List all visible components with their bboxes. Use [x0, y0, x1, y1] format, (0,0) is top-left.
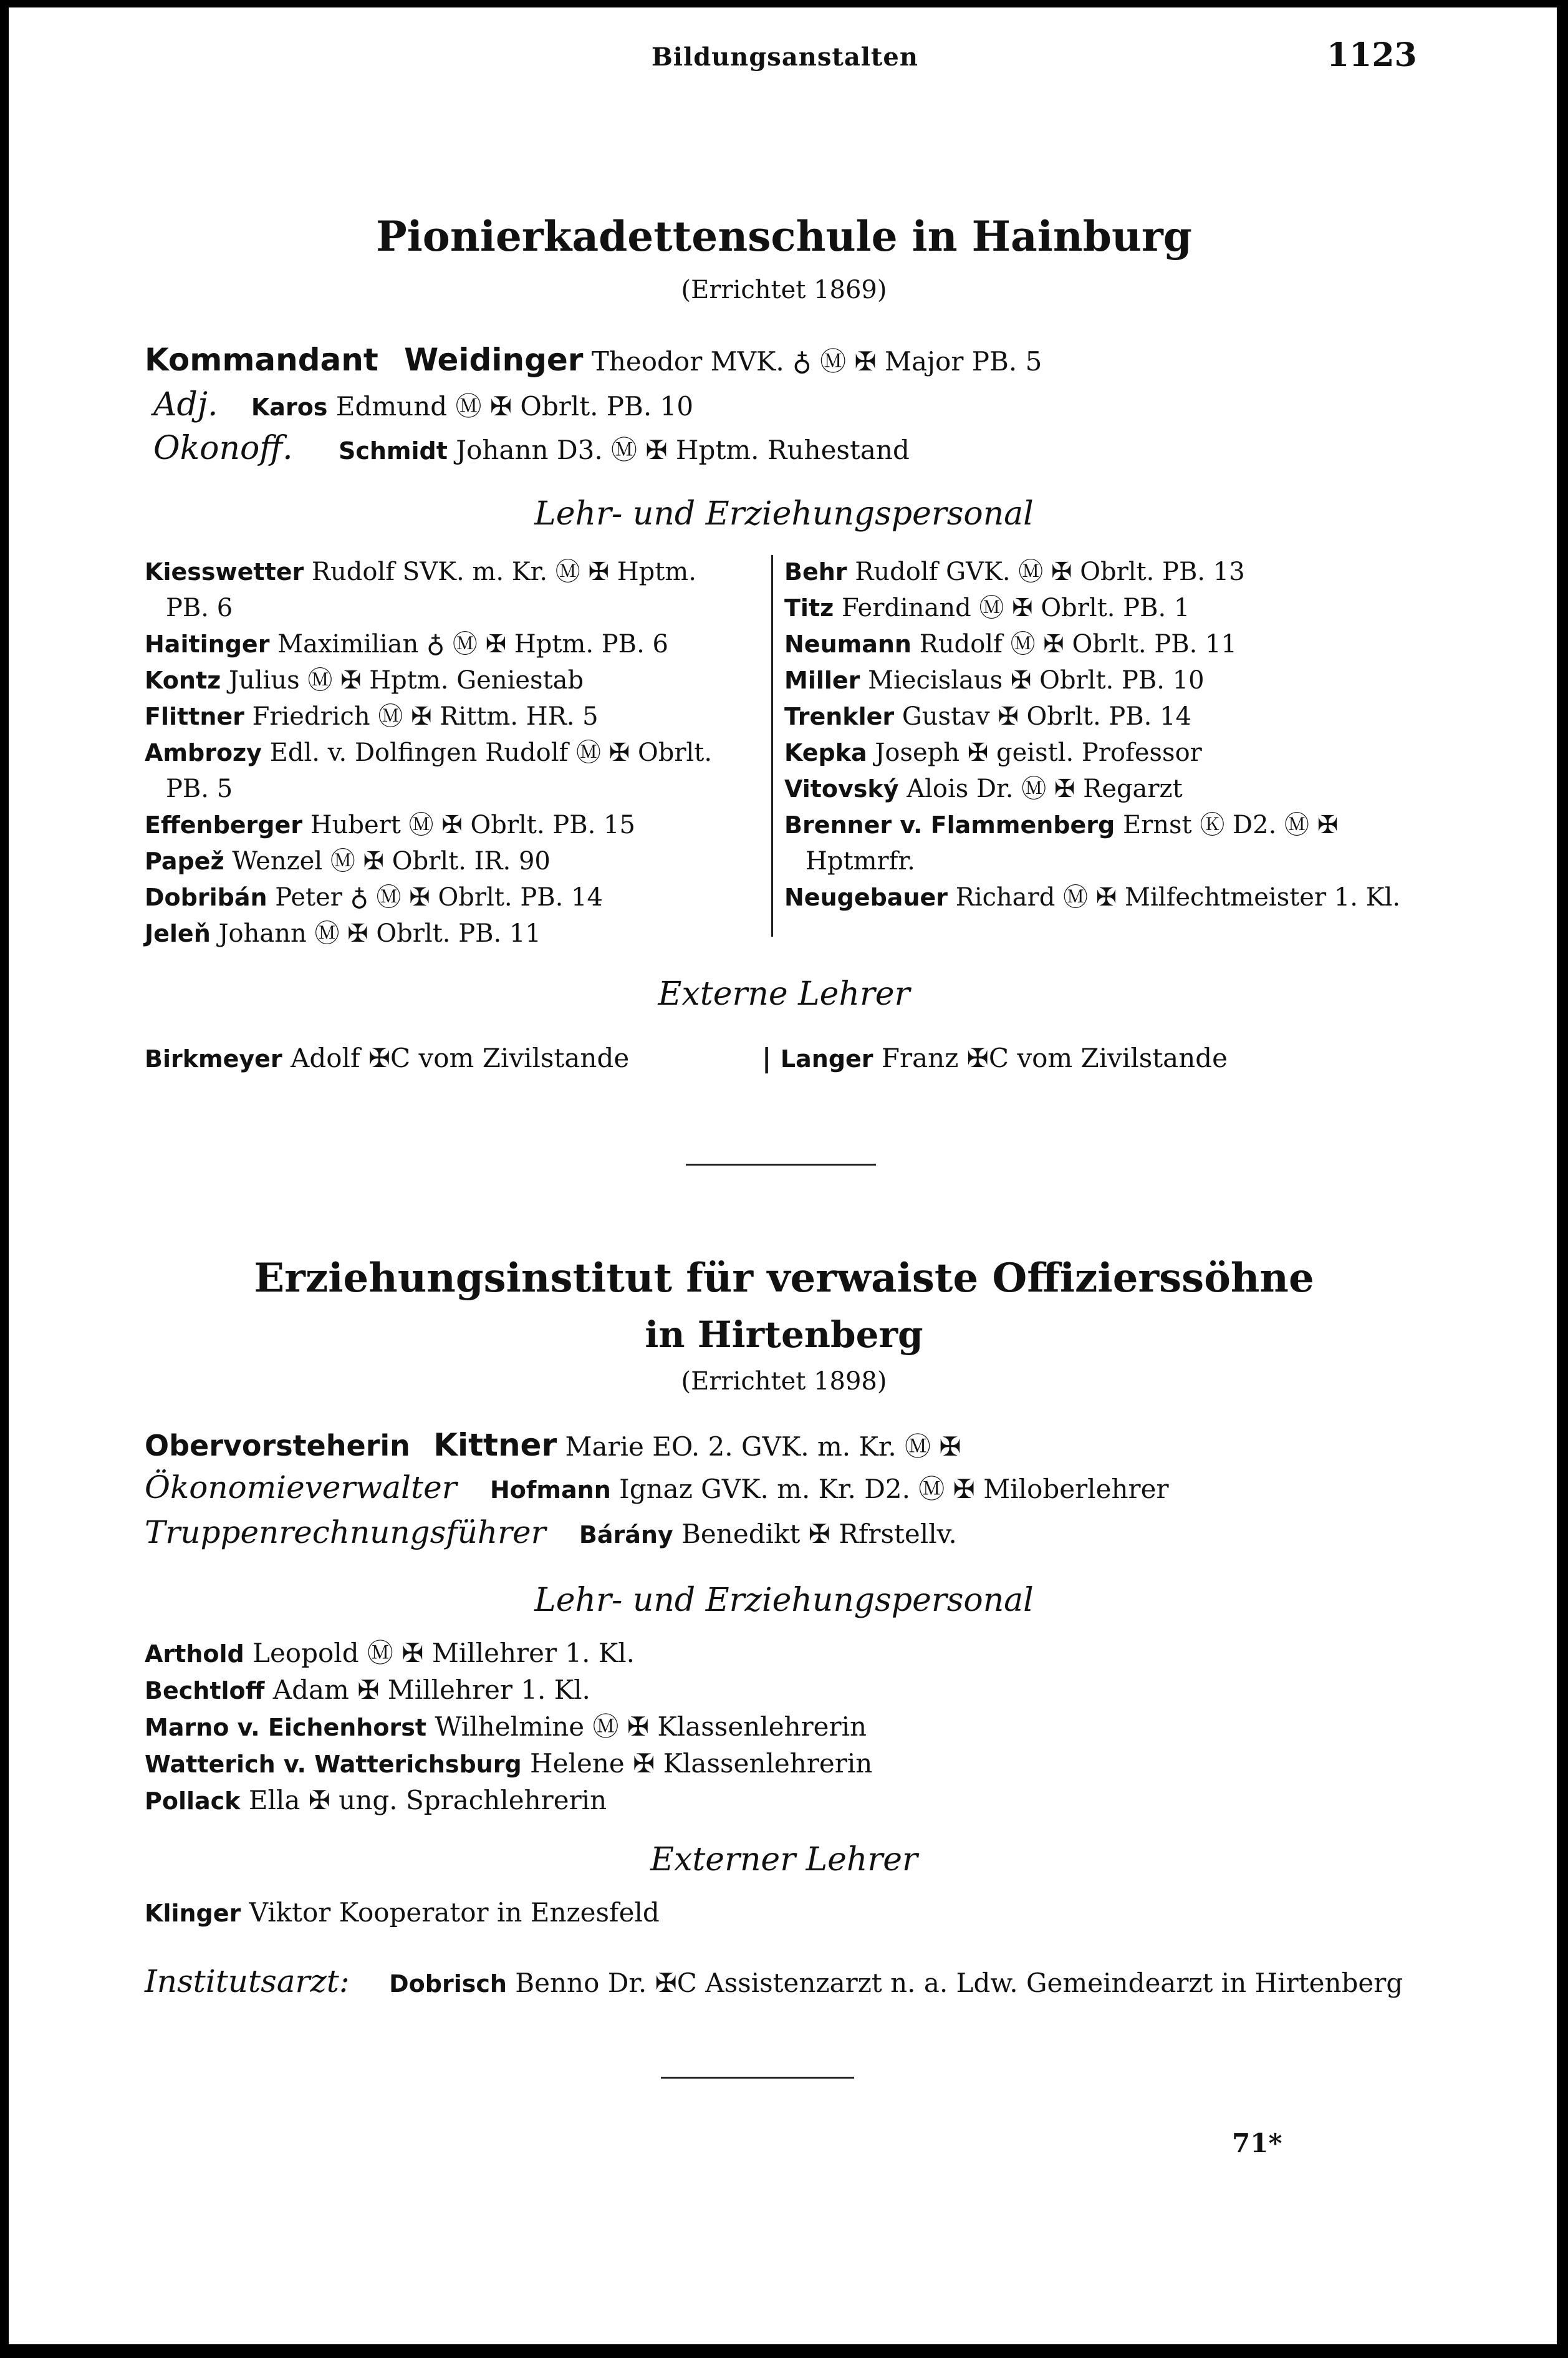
staff-entry: Papež Wenzel Ⓜ ✠ Obrlt. IR. 90	[145, 847, 551, 876]
staff-entry: Brenner v. Flammenberg Ernst Ⓚ D2. Ⓜ ✠	[784, 811, 1339, 839]
section1-title: Pionierkadettenschule in Hainburg	[376, 212, 1192, 261]
adjutant-line	[153, 387, 693, 425]
staff-entry: Marno v. Eichenhorst Wilhelmine Ⓜ ✠ Klassenlehrerin	[145, 1711, 867, 1742]
section2-staff-list	[145, 1635, 872, 1819]
commandant-line	[145, 342, 1042, 380]
section1-founded: (Errichtet 1869)	[681, 276, 887, 304]
okonom-line	[153, 430, 910, 469]
director-line	[145, 1427, 961, 1465]
footer-separator	[661, 2077, 854, 2079]
staff-entry: Kepka Joseph ✠ geistl. Professor	[784, 738, 1202, 767]
staff-entry: Pollack Ella ✠ ung. Sprachlehrerin	[145, 1785, 607, 1815]
director-role: Obervorsteherin	[145, 1429, 410, 1462]
adjutant-details: Edmund Ⓜ ✠ Obrlt. PB. 10	[335, 391, 694, 422]
staff-entry: Dobribán Peter ♁ Ⓜ ✠ Obrlt. PB. 14	[145, 883, 603, 912]
institute-doctor-line	[145, 1963, 1403, 2002]
staff-entry: Kiesswetter Rudolf SVK. m. Kr. Ⓜ ✠ Hptm.	[145, 558, 696, 586]
staff-entry: Ambrozy Edl. v. Dolfingen Rudolf Ⓜ ✠ Obrlt.	[145, 738, 713, 767]
staff-left-column	[145, 554, 768, 952]
adjutant-role: Adj.	[153, 386, 218, 423]
page-number: 1123	[1327, 36, 1417, 74]
okonom-details: Johann D3. Ⓜ ✠ Hptm. Ruhestand	[456, 435, 910, 465]
accountant-line	[145, 1514, 957, 1553]
staff-entry: Vitovský Alois Dr. Ⓜ ✠ Regarzt	[784, 775, 1183, 803]
external-teacher-right: | Langer Franz ✠C vom Zivilstande	[762, 1043, 1228, 1073]
staff-entry: Titz Ferdinand Ⓜ ✠ Obrlt. PB. 1	[784, 594, 1190, 622]
scan-edge-right	[1557, 0, 1568, 2358]
doctor-name: Dobrisch	[389, 1970, 507, 1998]
section2-staff-heading: Lehr- und Erziehungspersonal	[534, 1582, 1034, 1619]
signature-mark: 71*	[1232, 2128, 1282, 2158]
staff-entry-continuation: PB. 6	[166, 594, 233, 622]
staff-right-column	[784, 554, 1433, 916]
staff-entry: Bechtloff Adam ✠ Millehrer 1. Kl.	[145, 1674, 590, 1705]
column-divider	[771, 555, 773, 937]
staff-entry: Neugebauer Richard Ⓜ ✠ Milfechtmeister 1. Kl.	[784, 883, 1401, 912]
section-separator	[686, 1164, 876, 1166]
econ-manager-details: Ignaz GVK. m. Kr. D2. Ⓜ ✠ Miloberlehrer	[619, 1474, 1169, 1504]
econ-manager-role: Ökonomieverwalter	[145, 1469, 457, 1505]
staff-entry: Effenberger Hubert Ⓜ ✠ Obrlt. PB. 15	[145, 811, 635, 839]
section2-external-heading: Externer Lehrer	[650, 1841, 918, 1878]
adjutant-name: Karos	[251, 394, 328, 421]
staff-entry: Trenkler Gustav ✠ Obrlt. PB. 14	[784, 702, 1192, 731]
staff-entry: Behr Rudolf GVK. Ⓜ ✠ Obrlt. PB. 13	[784, 558, 1245, 586]
scan-edge-left	[0, 0, 9, 2358]
scan-edge-bottom	[0, 2344, 1568, 2358]
staff-entry: Arthold Leopold Ⓜ ✠ Millehrer 1. Kl.	[145, 1638, 635, 1668]
commandant-name: Weidinger	[404, 342, 584, 378]
section2-founded: (Errichtet 1898)	[681, 1367, 887, 1396]
commandant-role: Kommandant	[145, 342, 378, 378]
econ-manager-name: Hofmann	[489, 1476, 611, 1504]
section2-title: Erziehungsinstitut für verwaiste Offizierssöhne	[254, 1255, 1314, 1302]
econ-manager-line	[145, 1469, 1169, 1508]
running-head: Bildungsanstalten	[652, 42, 918, 72]
okonom-name: Schmidt	[338, 437, 448, 465]
commandant-details: Theodor MVK. ♁ Ⓜ ✠ Major PB. 5	[591, 346, 1042, 377]
section1-staff-heading: Lehr- und Erziehungspersonal	[534, 495, 1034, 533]
doctor-role: Institutsarzt:	[145, 1963, 350, 1999]
doctor-details: Benno Dr. ✠C Assistenzarzt n. a. Ldw. Gemeindearzt in Hirtenberg	[515, 1968, 1403, 1998]
staff-entry: Haitinger Maximilian ♁ Ⓜ ✠ Hptm. PB. 6	[145, 630, 668, 659]
accountant-role: Truppenrechnungsführer	[145, 1514, 546, 1550]
staff-entry: Jeleň Johann Ⓜ ✠ Obrlt. PB. 11	[145, 919, 541, 948]
external-teacher: Klinger Viktor Kooperator in Enzesfeld	[145, 1897, 660, 1928]
staff-entry: Miller Miecislaus ✠ Obrlt. PB. 10	[784, 666, 1205, 695]
staff-entry: Neumann Rudolf Ⓜ ✠ Obrlt. PB. 11	[784, 630, 1237, 659]
section1-external-heading: Externe Lehrer	[658, 975, 910, 1013]
staff-entry: Flittner Friedrich Ⓜ ✠ Rittm. HR. 5	[145, 702, 599, 731]
accountant-details: Benedikt ✠ Rfrstellv.	[681, 1519, 957, 1549]
scan-edge-top	[0, 0, 1568, 7]
accountant-name: Bárány	[579, 1521, 673, 1549]
section2-title-line2: in Hirtenberg	[645, 1313, 923, 1356]
external-teacher-left: Birkmeyer Adolf ✠C vom Zivilstande	[145, 1043, 630, 1073]
director-name: Kittner	[433, 1427, 557, 1463]
staff-entry-continuation: Hptmrfr.	[806, 847, 915, 876]
director-details: Marie EO. 2. GVK. m. Kr. Ⓜ ✠	[565, 1431, 961, 1462]
staff-entry: Kontz Julius Ⓜ ✠ Hptm. Geniestab	[145, 666, 584, 695]
staff-entry: Watterich v. Watterichsburg Helene ✠ Klassenlehrerin	[145, 1748, 873, 1779]
okonom-role: Okonoff.	[153, 430, 293, 467]
staff-entry-continuation: PB. 5	[166, 775, 233, 803]
